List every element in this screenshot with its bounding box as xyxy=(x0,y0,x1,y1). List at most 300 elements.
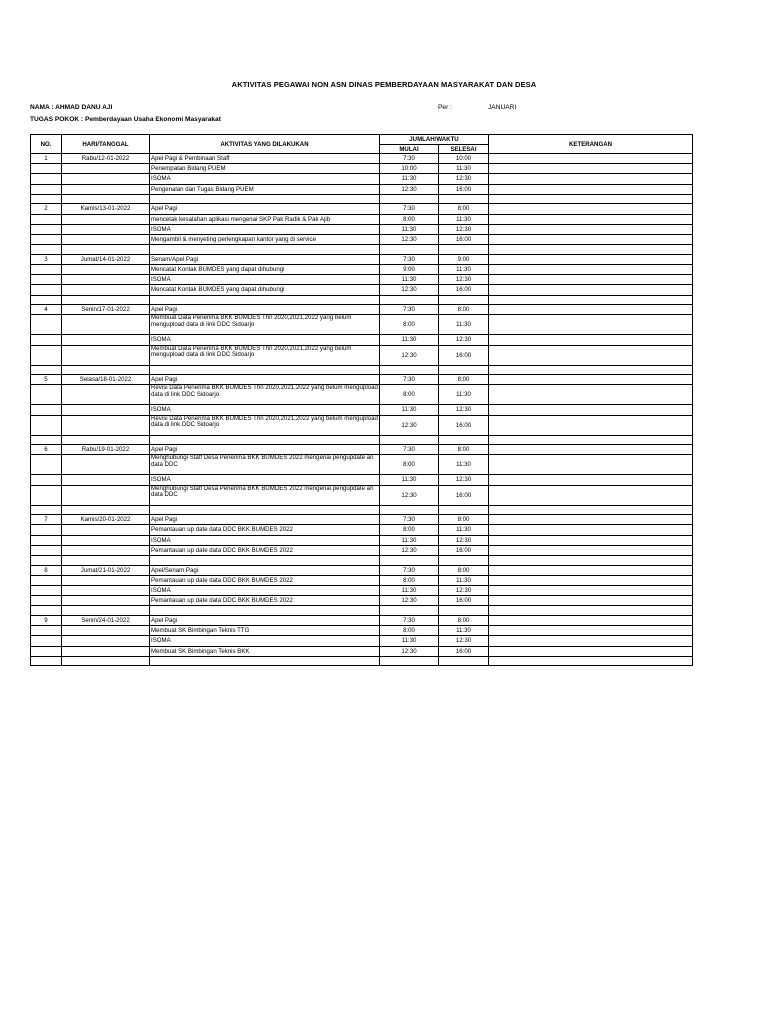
table-row xyxy=(31,596,693,606)
row-activity: Apel Pagi & Pembinaan Staff xyxy=(150,154,380,164)
row-remarks xyxy=(489,184,693,194)
header-remarks: KETERANGAN xyxy=(489,135,693,154)
header-end: SELESAI xyxy=(439,145,489,154)
row-start-time: 11:30 xyxy=(380,475,439,485)
row-remarks xyxy=(489,254,693,264)
spacer-row xyxy=(31,556,693,566)
row-end-time: 16:00 xyxy=(439,184,489,194)
empty-cell xyxy=(150,194,380,204)
row-end-time: 12:30 xyxy=(439,586,489,596)
row-remarks xyxy=(489,204,693,214)
row-number: 9 xyxy=(31,616,62,626)
row-remarks xyxy=(489,224,693,234)
table-row xyxy=(31,646,693,656)
row-activity: Apel Pagi xyxy=(150,204,380,214)
row-date xyxy=(62,315,150,335)
empty-cell xyxy=(31,295,62,305)
empty-cell xyxy=(31,505,62,515)
row-start-time: 7:30 xyxy=(380,305,439,315)
empty-cell xyxy=(439,245,489,255)
row-activity: Apel Pagi xyxy=(150,445,380,455)
row-end-time: 16:00 xyxy=(439,485,489,505)
row-start-time: 7:30 xyxy=(380,515,439,525)
row-date xyxy=(62,626,150,636)
activity-table xyxy=(30,134,693,666)
table-row xyxy=(31,616,693,626)
row-remarks xyxy=(489,305,693,315)
table-row xyxy=(31,405,693,415)
spacer-row xyxy=(31,656,693,666)
row-number xyxy=(31,626,62,636)
empty-cell xyxy=(150,365,380,375)
row-activity: ISOMA xyxy=(150,405,380,415)
row-date xyxy=(62,596,150,606)
row-date: Selasa/18-01-2022 xyxy=(62,375,150,385)
row-number xyxy=(31,315,62,335)
empty-cell xyxy=(31,656,62,666)
row-number: 5 xyxy=(31,375,62,385)
empty-cell xyxy=(380,556,439,566)
row-start-time: 7:30 xyxy=(380,254,439,264)
row-remarks xyxy=(489,315,693,335)
spacer-row xyxy=(31,194,693,204)
table-row xyxy=(31,586,693,596)
row-date xyxy=(62,174,150,184)
row-activity: Membuat Data Penerima BKK BUMDES Thn 2020,2021,2022 yang belum mengupload data di link DDC Sidoarjo xyxy=(150,345,380,365)
table-row xyxy=(31,565,693,575)
row-start-time: 8:00 xyxy=(380,626,439,636)
row-remarks xyxy=(489,596,693,606)
row-remarks xyxy=(489,275,693,285)
empty-cell xyxy=(150,245,380,255)
row-activity: Revisi Data Penerima BKK BUMDES Thn 2020,2021,2022 yang belum mengupload data di link DDC Sidoarjo xyxy=(150,415,380,435)
row-activity: Apel Pagi xyxy=(150,616,380,626)
row-number xyxy=(31,275,62,285)
row-activity: Apel Pagi xyxy=(150,305,380,315)
row-number xyxy=(31,335,62,345)
row-date: Kamis/20-01-2022 xyxy=(62,515,150,525)
row-start-time: 8:00 xyxy=(380,315,439,335)
row-activity: Senam/Apel Pagi xyxy=(150,254,380,264)
spacer-row xyxy=(31,295,693,305)
table-row xyxy=(31,485,693,505)
row-activity: ISOMA xyxy=(150,335,380,345)
table-row xyxy=(31,154,693,164)
empty-cell xyxy=(489,505,693,515)
row-end-time: 8:00 xyxy=(439,445,489,455)
row-start-time: 7:30 xyxy=(380,154,439,164)
empty-cell xyxy=(489,295,693,305)
row-date: Jumat/14-01-2022 xyxy=(62,254,150,264)
row-number xyxy=(31,164,62,174)
spacer-row xyxy=(31,365,693,375)
empty-cell xyxy=(62,556,150,566)
row-date xyxy=(62,525,150,535)
row-start-time: 11:30 xyxy=(380,636,439,646)
period-value: JANUARI xyxy=(488,104,517,111)
spacer-row xyxy=(31,435,693,445)
row-end-time: 11:30 xyxy=(439,575,489,585)
empty-cell xyxy=(380,245,439,255)
main-task: TUGAS POKOK : Pemberdayaan Usaha Ekonomi Masyarakat xyxy=(30,116,221,123)
empty-cell xyxy=(489,435,693,445)
row-number xyxy=(31,525,62,535)
row-start-time: 11:30 xyxy=(380,535,439,545)
table-row xyxy=(31,475,693,485)
spacer-row xyxy=(31,606,693,616)
row-date xyxy=(62,455,150,475)
row-start-time: 12:30 xyxy=(380,235,439,245)
empty-cell xyxy=(489,656,693,666)
row-start-time: 12:30 xyxy=(380,415,439,435)
row-remarks xyxy=(489,415,693,435)
empty-cell xyxy=(62,505,150,515)
table-row xyxy=(31,335,693,345)
row-date xyxy=(62,235,150,245)
table-row xyxy=(31,184,693,194)
row-remarks xyxy=(489,485,693,505)
header-duration: JUMLAH/WAKTU xyxy=(380,135,489,145)
row-remarks xyxy=(489,475,693,485)
empty-cell xyxy=(489,194,693,204)
row-date: Jumat/21-01-2022 xyxy=(62,565,150,575)
row-activity: Apel Pagi xyxy=(150,375,380,385)
row-end-time: 16:00 xyxy=(439,545,489,555)
row-number xyxy=(31,535,62,545)
table-row xyxy=(31,214,693,224)
empty-cell xyxy=(150,295,380,305)
empty-cell xyxy=(62,295,150,305)
row-number xyxy=(31,405,62,415)
row-date xyxy=(62,335,150,345)
employee-name: NAMA : AHMAD DANU AJI xyxy=(30,104,113,111)
table-row xyxy=(31,415,693,435)
row-date xyxy=(62,485,150,505)
empty-cell xyxy=(62,656,150,666)
header-start: MULAI xyxy=(380,145,439,154)
row-end-time: 8:00 xyxy=(439,565,489,575)
row-end-time: 8:00 xyxy=(439,305,489,315)
row-remarks xyxy=(489,174,693,184)
row-number: 2 xyxy=(31,204,62,214)
row-activity: Membuat Data Penerima BKK BUMDES Thn 2020,2021,2022 yang belum mengupload data di link DDC Sidoarjo xyxy=(150,315,380,335)
table-row xyxy=(31,575,693,585)
row-start-time: 11:30 xyxy=(380,335,439,345)
empty-cell xyxy=(31,606,62,616)
row-end-time: 8:00 xyxy=(439,515,489,525)
empty-cell xyxy=(439,556,489,566)
row-end-time: 11:30 xyxy=(439,214,489,224)
empty-cell xyxy=(31,435,62,445)
row-end-time: 12:30 xyxy=(439,335,489,345)
row-end-time: 12:30 xyxy=(439,475,489,485)
empty-cell xyxy=(31,556,62,566)
empty-cell xyxy=(150,556,380,566)
row-activity: Mencatat Kontak BUMDES yang dapat dihubungi xyxy=(150,285,380,295)
row-start-time: 7:30 xyxy=(380,616,439,626)
table-row xyxy=(31,455,693,475)
empty-cell xyxy=(380,194,439,204)
empty-cell xyxy=(62,606,150,616)
empty-cell xyxy=(439,365,489,375)
row-end-time: 16:00 xyxy=(439,285,489,295)
row-remarks xyxy=(489,626,693,636)
row-remarks xyxy=(489,535,693,545)
row-date xyxy=(62,275,150,285)
table-row xyxy=(31,275,693,285)
row-remarks xyxy=(489,646,693,656)
row-date xyxy=(62,646,150,656)
row-date xyxy=(62,285,150,295)
row-activity: ISOMA xyxy=(150,535,380,545)
empty-cell xyxy=(31,245,62,255)
row-number xyxy=(31,184,62,194)
empty-cell xyxy=(31,365,62,375)
empty-cell xyxy=(31,194,62,204)
spacer-row xyxy=(31,505,693,515)
row-date xyxy=(62,475,150,485)
row-number xyxy=(31,345,62,365)
row-remarks xyxy=(489,335,693,345)
row-end-time: 11:30 xyxy=(439,626,489,636)
row-remarks xyxy=(489,636,693,646)
table-row xyxy=(31,345,693,365)
row-number: 4 xyxy=(31,305,62,315)
row-start-time: 8:00 xyxy=(380,575,439,585)
table-row xyxy=(31,224,693,234)
row-number xyxy=(31,596,62,606)
table-body xyxy=(31,154,693,666)
row-start-time: 11:30 xyxy=(380,275,439,285)
row-date xyxy=(62,164,150,174)
row-start-time: 11:30 xyxy=(380,586,439,596)
empty-cell xyxy=(380,435,439,445)
row-number xyxy=(31,285,62,295)
row-start-time: 9:00 xyxy=(380,265,439,275)
row-number xyxy=(31,385,62,405)
empty-cell xyxy=(380,656,439,666)
row-start-time: 12:30 xyxy=(380,184,439,194)
table-row xyxy=(31,254,693,264)
row-activity: Apel Pagi xyxy=(150,515,380,525)
table-row xyxy=(31,636,693,646)
row-number: 7 xyxy=(31,515,62,525)
empty-cell xyxy=(62,245,150,255)
row-end-time: 12:30 xyxy=(439,224,489,234)
row-remarks xyxy=(489,214,693,224)
row-activity: Penempatan Bidang PUEM xyxy=(150,164,380,174)
row-start-time: 12:30 xyxy=(380,596,439,606)
table-row xyxy=(31,385,693,405)
row-activity: Pemantauan up date data DDC BKK BUMDES 2022 xyxy=(150,545,380,555)
row-date xyxy=(62,415,150,435)
row-end-time: 12:30 xyxy=(439,174,489,184)
row-end-time: 11:30 xyxy=(439,385,489,405)
row-start-time: 12:30 xyxy=(380,285,439,295)
row-date xyxy=(62,214,150,224)
empty-cell xyxy=(489,556,693,566)
row-start-time: 8:00 xyxy=(380,455,439,475)
row-activity: ISOMA xyxy=(150,174,380,184)
row-start-time: 11:30 xyxy=(380,174,439,184)
row-number: 8 xyxy=(31,565,62,575)
row-activity: Pemantauan up date data DDC BKK BUMDES 2022 xyxy=(150,525,380,535)
row-activity: ISOMA xyxy=(150,224,380,234)
row-end-time: 12:30 xyxy=(439,535,489,545)
row-date xyxy=(62,345,150,365)
row-date xyxy=(62,575,150,585)
row-activity: Membuat SK Bimbingan Teknis BKK xyxy=(150,646,380,656)
row-end-time: 16:00 xyxy=(439,646,489,656)
row-number: 1 xyxy=(31,154,62,164)
row-activity: Revisi Data Penerima BKK BUMDES Thn 2020,2021,2022 yang belum mengupload data di link DDC Sidoarjo xyxy=(150,385,380,405)
header-activity: AKTIVITAS YANG DILAKUKAN xyxy=(150,135,380,154)
table-row xyxy=(31,285,693,295)
row-end-time: 11:30 xyxy=(439,315,489,335)
empty-cell xyxy=(489,365,693,375)
row-date xyxy=(62,385,150,405)
row-date xyxy=(62,265,150,275)
row-number xyxy=(31,174,62,184)
row-end-time: 16:00 xyxy=(439,596,489,606)
row-remarks xyxy=(489,445,693,455)
row-end-time: 11:30 xyxy=(439,455,489,475)
row-end-time: 10:00 xyxy=(439,154,489,164)
empty-cell xyxy=(439,295,489,305)
table-row xyxy=(31,375,693,385)
table-row xyxy=(31,626,693,636)
row-activity: mencetak kesalahan aplikasi mengenai SKP Pak Radik & Pak Ajib xyxy=(150,214,380,224)
row-number xyxy=(31,636,62,646)
row-start-time: 12:30 xyxy=(380,646,439,656)
row-remarks xyxy=(489,545,693,555)
row-activity: ISOMA xyxy=(150,586,380,596)
row-activity: Menghubungi Staff Desa Penerima BKK BUMDES 2022 mengenai pengupdate an data DDC xyxy=(150,485,380,505)
empty-cell xyxy=(62,435,150,445)
row-number xyxy=(31,646,62,656)
row-date xyxy=(62,224,150,234)
row-date xyxy=(62,535,150,545)
row-end-time: 8:00 xyxy=(439,375,489,385)
row-activity: Mencatat Kontak BUMDES yang dapat dihubungi xyxy=(150,265,380,275)
table-row xyxy=(31,265,693,275)
table-row xyxy=(31,174,693,184)
row-number xyxy=(31,475,62,485)
row-remarks xyxy=(489,375,693,385)
row-number: 3 xyxy=(31,254,62,264)
empty-cell xyxy=(62,194,150,204)
row-date: Senin/24-01-2022 xyxy=(62,616,150,626)
empty-cell xyxy=(150,656,380,666)
row-number: 6 xyxy=(31,445,62,455)
row-activity: Pemantauan up date data DDC BKK BUMDES 2022 xyxy=(150,596,380,606)
row-remarks xyxy=(489,385,693,405)
row-date: Senin/17-01-2022 xyxy=(62,305,150,315)
empty-cell xyxy=(150,435,380,445)
row-start-time: 8:00 xyxy=(380,385,439,405)
row-remarks xyxy=(489,154,693,164)
row-activity: ISOMA xyxy=(150,636,380,646)
row-number xyxy=(31,586,62,596)
row-end-time: 12:30 xyxy=(439,405,489,415)
row-end-time: 11:30 xyxy=(439,525,489,535)
row-start-time: 12:30 xyxy=(380,485,439,505)
row-end-time: 9:00 xyxy=(439,254,489,264)
row-number xyxy=(31,224,62,234)
row-activity: ISOMA xyxy=(150,475,380,485)
empty-cell xyxy=(150,505,380,515)
row-start-time: 11:30 xyxy=(380,405,439,415)
table-row xyxy=(31,204,693,214)
row-end-time: 12:30 xyxy=(439,636,489,646)
row-start-time: 7:30 xyxy=(380,565,439,575)
row-remarks xyxy=(489,405,693,415)
row-start-time: 7:30 xyxy=(380,445,439,455)
row-date xyxy=(62,405,150,415)
empty-cell xyxy=(380,295,439,305)
empty-cell xyxy=(439,656,489,666)
row-number xyxy=(31,545,62,555)
spacer-row xyxy=(31,245,693,255)
row-date xyxy=(62,636,150,646)
empty-cell xyxy=(489,606,693,616)
row-activity: Pemantauan up date data DDC BKK BUMDES 2022 xyxy=(150,575,380,585)
row-remarks xyxy=(489,575,693,585)
row-activity: Menghubungi Staff Desa Penerima BKK BUMDES 2022 mengenai pengupdate an data DDC xyxy=(150,455,380,475)
empty-cell xyxy=(439,194,489,204)
row-remarks xyxy=(489,515,693,525)
empty-cell xyxy=(380,606,439,616)
empty-cell xyxy=(380,365,439,375)
table-row xyxy=(31,525,693,535)
period-label: Per : xyxy=(438,104,452,111)
table-row xyxy=(31,545,693,555)
empty-cell xyxy=(489,245,693,255)
row-start-time: 7:30 xyxy=(380,375,439,385)
row-start-time: 10:00 xyxy=(380,164,439,174)
row-remarks xyxy=(489,586,693,596)
row-remarks xyxy=(489,235,693,245)
document-title: AKTIVITAS PEGAWAI NON ASN DINAS PEMBERDAYAAN MASYARAKAT DAN DESA xyxy=(231,80,537,89)
row-number xyxy=(31,485,62,505)
row-end-time: 8:00 xyxy=(439,204,489,214)
row-end-time: 11:30 xyxy=(439,265,489,275)
row-end-time: 11:30 xyxy=(439,164,489,174)
row-start-time: 12:30 xyxy=(380,545,439,555)
row-remarks xyxy=(489,164,693,174)
row-remarks xyxy=(489,525,693,535)
row-start-time: 8:00 xyxy=(380,525,439,535)
empty-cell xyxy=(150,606,380,616)
row-date: Rabu/12-01-2022 xyxy=(62,154,150,164)
row-remarks xyxy=(489,565,693,575)
row-remarks xyxy=(489,345,693,365)
table-row xyxy=(31,305,693,315)
row-end-time: 16:00 xyxy=(439,415,489,435)
row-date: Kamis/13-01-2022 xyxy=(62,204,150,214)
row-remarks xyxy=(489,285,693,295)
row-number xyxy=(31,575,62,585)
row-date: Rabu/19-01-2022 xyxy=(62,445,150,455)
row-remarks xyxy=(489,265,693,275)
empty-cell xyxy=(380,505,439,515)
row-end-time: 16:00 xyxy=(439,235,489,245)
row-activity: ISOMA xyxy=(150,275,380,285)
row-date xyxy=(62,545,150,555)
empty-cell xyxy=(439,606,489,616)
row-end-time: 16:00 xyxy=(439,345,489,365)
table-row xyxy=(31,445,693,455)
